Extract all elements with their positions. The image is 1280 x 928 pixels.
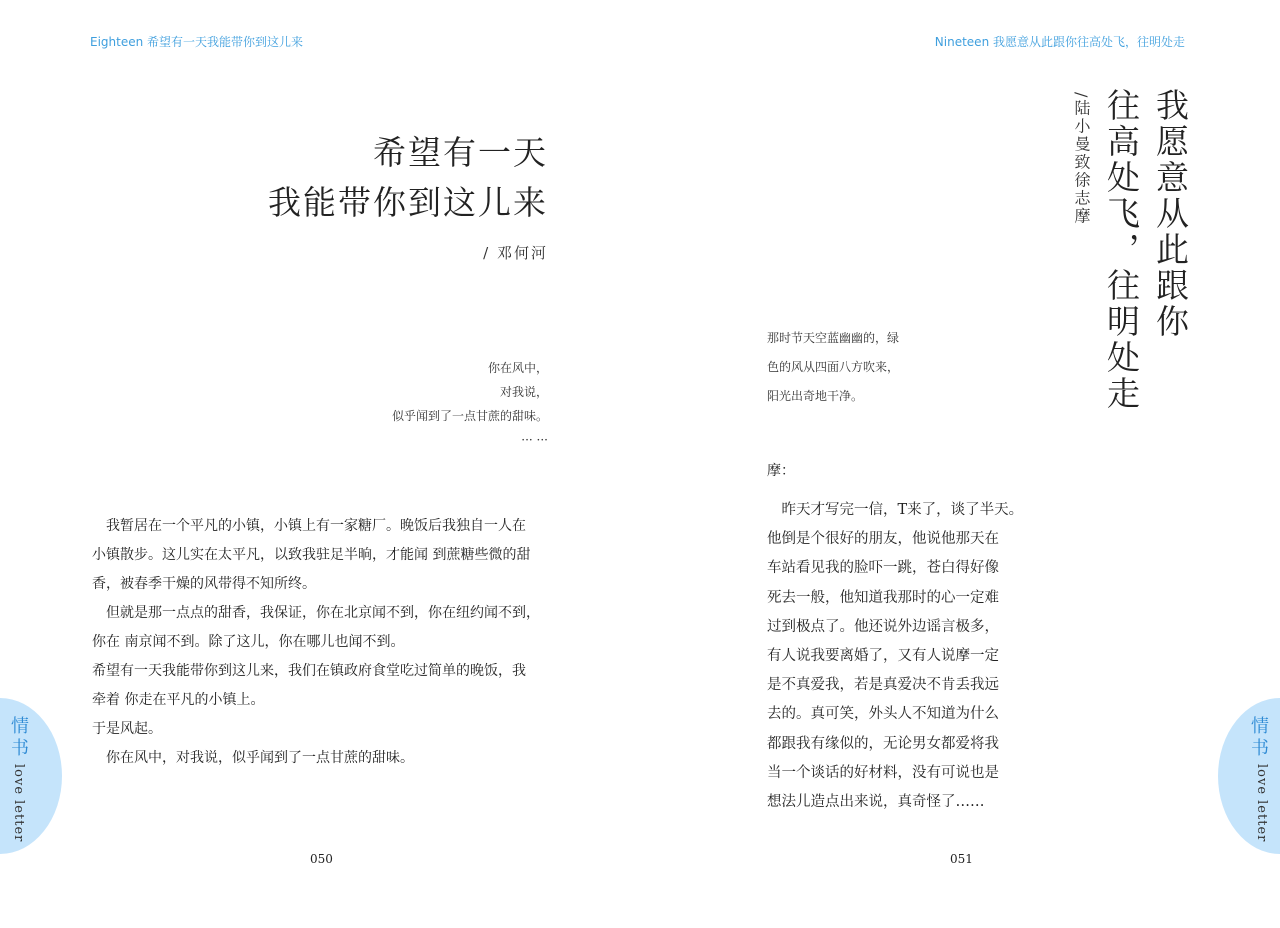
body-line: 但就是那一点点的甜香，我保证，你在北京闻不到，你在纽约闻不到， <box>92 605 540 621</box>
letter-line: 当一个谈话的好材料，没有可说也是 <box>767 764 999 781</box>
letter-line: 车站看见我的脸吓一跳，苍白得好像 <box>767 560 999 577</box>
letter-line: 都跟我有缘似的，无论男女都爱将我 <box>767 735 999 752</box>
verse-line: 你在风中， <box>487 361 548 375</box>
verse-line: 那时节天空蓝幽幽的，绿 <box>767 331 900 345</box>
body-line: 香，被春季干燥的风带得不知所终。 <box>92 576 316 592</box>
verse-line: ··· ··· <box>521 433 548 447</box>
right-page <box>640 0 1280 928</box>
tab-label-cn-right: 情书 <box>1251 716 1269 759</box>
body-line: 希望有一天我能带你到这儿来，我们在镇政府食堂吃过简单的晚饭，我 <box>92 663 526 679</box>
verse-left <box>392 356 548 452</box>
letter-line: 是不真爱我，若是真爱决不肯丢我远 <box>767 677 999 694</box>
running-head-left: Eighteen 希望有一天我能带你到这儿来 <box>90 35 304 49</box>
letter-line: 过到极点了。他还说外边谣言极多， <box>767 618 999 635</box>
author-left: / 邓何河 <box>483 244 548 262</box>
letter-line: 死去一般，他知道我那时的心一定难 <box>767 589 999 606</box>
body-line: 于是风起。 <box>92 721 162 737</box>
vertical-title-col-1: 我愿意从此跟你 <box>1151 88 1190 340</box>
vertical-title-col-2: 往高处飞，往明处走 <box>1102 88 1141 412</box>
body-text-left <box>92 512 552 773</box>
letter-line: 有人说我要离婚了，又有人说摩一定 <box>767 648 999 665</box>
author-right: /陆小曼致徐志摩 <box>1072 92 1091 226</box>
section-tab-right <box>1218 698 1280 854</box>
letter-body <box>767 496 1039 817</box>
tab-label-cn-left: 情书 <box>11 716 29 759</box>
verse-line: 对我说， <box>499 385 548 399</box>
salutation: 摩： <box>767 463 795 479</box>
verse-line: 似乎闻到了一点甘蔗的甜味。 <box>391 409 548 423</box>
verse-line: 色的风从四面八方吹来， <box>767 360 900 374</box>
body-line: 牵着 你走在平凡的小镇上。 <box>92 692 265 708</box>
title-line-2: 我能带你到这儿来 <box>268 183 548 222</box>
body-line: 我暂居在一个平凡的小镇，小镇上有一家糖厂。晚饭后我独自一人在 <box>92 518 526 534</box>
page-number-right: 051 <box>950 852 973 866</box>
letter-line: 想法儿造点出来说，真奇怪了…… <box>767 794 985 811</box>
letter-line: 他倒是个很好的朋友，他说他那天在 <box>767 531 999 548</box>
body-line: 小镇散步。这儿实在太平凡，以致我驻足半晌，才能闻 到蔗糖些微的甜 <box>92 547 531 563</box>
page-number-left: 050 <box>310 852 333 866</box>
verse-right <box>767 324 899 411</box>
tab-label-en-right: love letter <box>1254 764 1269 843</box>
tab-label-en-left: love letter <box>11 764 26 843</box>
title-block <box>268 128 548 263</box>
title-line-1: 希望有一天 <box>373 133 548 172</box>
body-line: 你在风中，对我说，似乎闻到了一点甘蔗的甜味。 <box>92 750 414 766</box>
letter-line: 昨天才写完一信，T来了，谈了半天。 <box>767 502 1024 518</box>
verse-line: 阳光出奇地干净。 <box>767 389 864 403</box>
running-head-right: Nineteen 我愿意从此跟你往高处飞，往明处走 <box>934 35 1185 49</box>
letter-line: 去的。真可笑，外头人不知道为什么 <box>767 706 999 723</box>
body-line: 你在 南京闻不到。除了这儿，你在哪儿也闻不到。 <box>92 634 405 650</box>
